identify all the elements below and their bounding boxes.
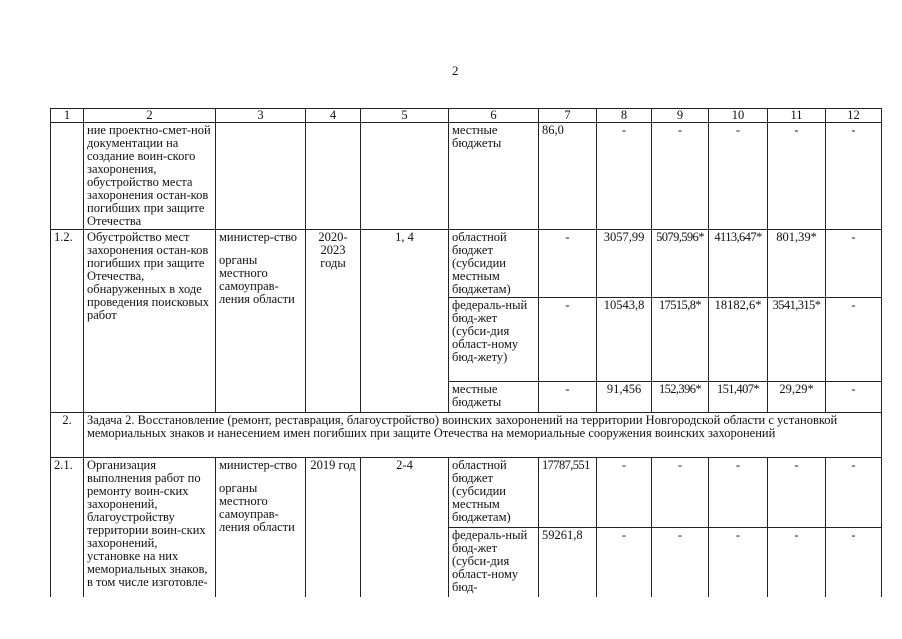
item-name: Обустройство мест захоронения остан-ков погибших при защите Отечества, обнаруженных в ходе проведения поисковых работ <box>84 230 216 413</box>
funding-source: областной бюджет (субсидии местным бюджетам) <box>449 458 539 528</box>
header-cell: 10 <box>709 109 768 123</box>
value-cell: - <box>652 458 709 528</box>
item-name: Организация выполнения работ по ремонту воин-ских захоронений, благоустройству территории воин-ских захоронений, установке на них мемориальных знаков, в том числе изготовле- <box>84 458 216 600</box>
value-cell: - <box>826 298 882 382</box>
value-cell: - <box>826 382 882 413</box>
value-cell: - <box>709 458 768 528</box>
task-description: Задача 2. Восстановление (ремонт, реставрация, благоустройство) воинских захоронений на территории Новгородской области с установкой мемориальных знаков и нанесением имен погибших при защите Отечества на мемориальные сооружения воинских захоронений <box>84 413 882 458</box>
value-cell: - <box>768 123 826 230</box>
value-cell: 3057,99 <box>597 230 652 298</box>
item-name: ние проектно-смет-ной документации на создание воин-ского захоронения, обустройство места захоронения остан-ков погибших при защите Отечества <box>84 123 216 230</box>
value-cell: - <box>652 528 709 600</box>
header-cell: 12 <box>826 109 882 123</box>
value-cell: - <box>826 458 882 528</box>
header-cell: 5 <box>361 109 449 123</box>
header-cell: 7 <box>539 109 597 123</box>
value-cell: - <box>826 230 882 298</box>
period <box>306 123 361 230</box>
value-cell: - <box>709 528 768 600</box>
header-cell: 11 <box>768 109 826 123</box>
page-bottom-margin <box>0 597 902 639</box>
target-indicator: 1, 4 <box>361 230 449 413</box>
executor-line: органы местного самоуправ-ления области <box>219 481 295 534</box>
funding-source: федераль-ный бюд-жет (субси-дия област-ному бюд-жету) <box>449 298 539 382</box>
header-cell: 8 <box>597 109 652 123</box>
funding-source: федераль-ный бюд-жет (субси-дия област-ному бюд- <box>449 528 539 600</box>
item-number: 2.1. <box>51 458 84 600</box>
value-cell: 5079,596* <box>652 230 709 298</box>
page-number: 2 <box>452 63 459 78</box>
funding-source: областной бюджет (субсидии местным бюджетам) <box>449 230 539 298</box>
value-cell: 10543,8 <box>597 298 652 382</box>
value-cell: - <box>709 123 768 230</box>
program-table <box>50 108 882 600</box>
task-number: 2. <box>51 413 84 458</box>
value-cell: 801,39* <box>768 230 826 298</box>
value-cell: - <box>768 458 826 528</box>
value-cell: 91,456 <box>597 382 652 413</box>
target-indicator <box>361 123 449 230</box>
value-cell: - <box>539 382 597 413</box>
executor-line: министер-ство <box>219 230 298 244</box>
table-row <box>51 123 882 230</box>
executor <box>216 458 306 600</box>
header-row <box>51 109 882 123</box>
executor <box>216 230 306 413</box>
table-row <box>51 230 882 298</box>
value-cell: - <box>539 298 597 382</box>
value-cell: 3541,315* <box>768 298 826 382</box>
value-cell: 59261,8 <box>539 528 597 600</box>
value-cell: - <box>826 528 882 600</box>
value-cell: 86,0 <box>539 123 597 230</box>
header-cell: 6 <box>449 109 539 123</box>
target-indicator: 2-4 <box>361 458 449 600</box>
value-cell: 18182,6* <box>709 298 768 382</box>
task-row <box>51 413 882 458</box>
header-cell: 2 <box>84 109 216 123</box>
value-cell: 17515,8* <box>652 298 709 382</box>
header-cell: 1 <box>51 109 84 123</box>
value-cell: - <box>652 123 709 230</box>
value-cell: - <box>768 528 826 600</box>
funding-source: местные бюджеты <box>449 123 539 230</box>
funding-source: местные бюджеты <box>449 382 539 413</box>
header-cell: 9 <box>652 109 709 123</box>
period: 2020-2023 годы <box>306 230 361 413</box>
value-cell: - <box>826 123 882 230</box>
executor-line: органы местного самоуправ-ления области <box>219 253 295 306</box>
value-cell: - <box>597 458 652 528</box>
item-number: 1.2. <box>51 230 84 413</box>
value-cell: - <box>539 230 597 298</box>
value-cell: 17787,551 <box>539 458 597 528</box>
header-cell: 3 <box>216 109 306 123</box>
period: 2019 год <box>306 458 361 600</box>
value-cell: 152,396* <box>652 382 709 413</box>
value-cell: 4113,647* <box>709 230 768 298</box>
value-cell: 151,407* <box>709 382 768 413</box>
value-cell: - <box>597 123 652 230</box>
executor <box>216 123 306 230</box>
value-cell: 29,29* <box>768 382 826 413</box>
table-row <box>51 458 882 528</box>
header-cell: 4 <box>306 109 361 123</box>
item-number <box>51 123 84 230</box>
executor-line: министер-ство <box>219 458 298 472</box>
value-cell: - <box>597 528 652 600</box>
